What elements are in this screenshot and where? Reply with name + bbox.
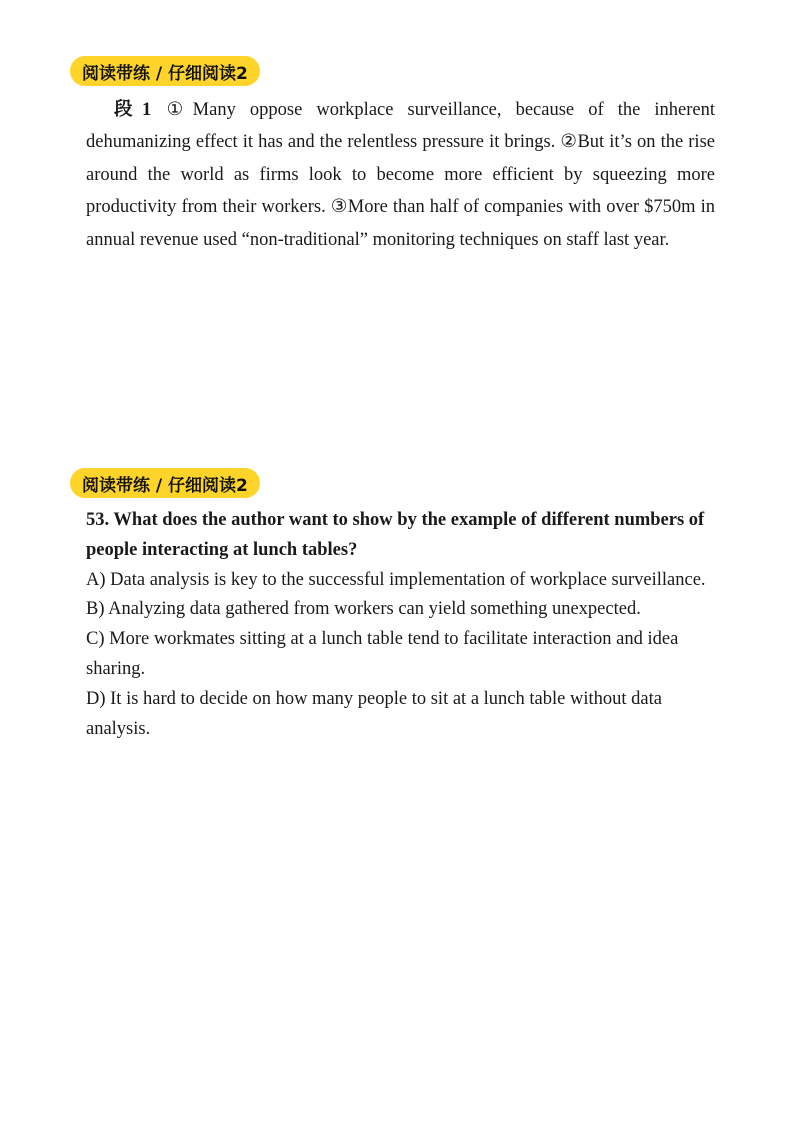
passage-paragraph-1 xyxy=(86,94,715,256)
option-d: D) It is hard to decide on how many people to sit at a lunch table without data analysis. xyxy=(86,688,662,739)
question-53 xyxy=(86,506,726,744)
section-tag-reading-practice: 阅读带练 / 仔细阅读2 xyxy=(70,56,260,86)
section-tag-reading-practice-2: 阅读带练 / 仔细阅读2 xyxy=(70,468,260,498)
paragraph-label: 段1 xyxy=(114,100,152,120)
option-a: A) Data analysis is key to the successful implementation of workplace surveillance. xyxy=(86,569,706,590)
passage-text: ①Many oppose workplace surveillance, because of the inherent dehumanizing effect it has and the relentless pressure it brings. ②But it’s on the rise around the world as firms look to become more efficient by squeezing more productivity from their workers. ③More than half of companies with over $750m in annual revenue used “non-traditional” monitoring techniques on staff last year. xyxy=(86,100,715,250)
option-c: C) More workmates sitting at a lunch table tend to facilitate interaction and idea sharing. xyxy=(86,629,679,679)
question-stem: 53. What does the author want to show by the example of different numbers of people interacting at lunch tables? xyxy=(86,510,705,560)
option-b: B) Analyzing data gathered from workers can yield something unexpected. xyxy=(86,599,641,620)
